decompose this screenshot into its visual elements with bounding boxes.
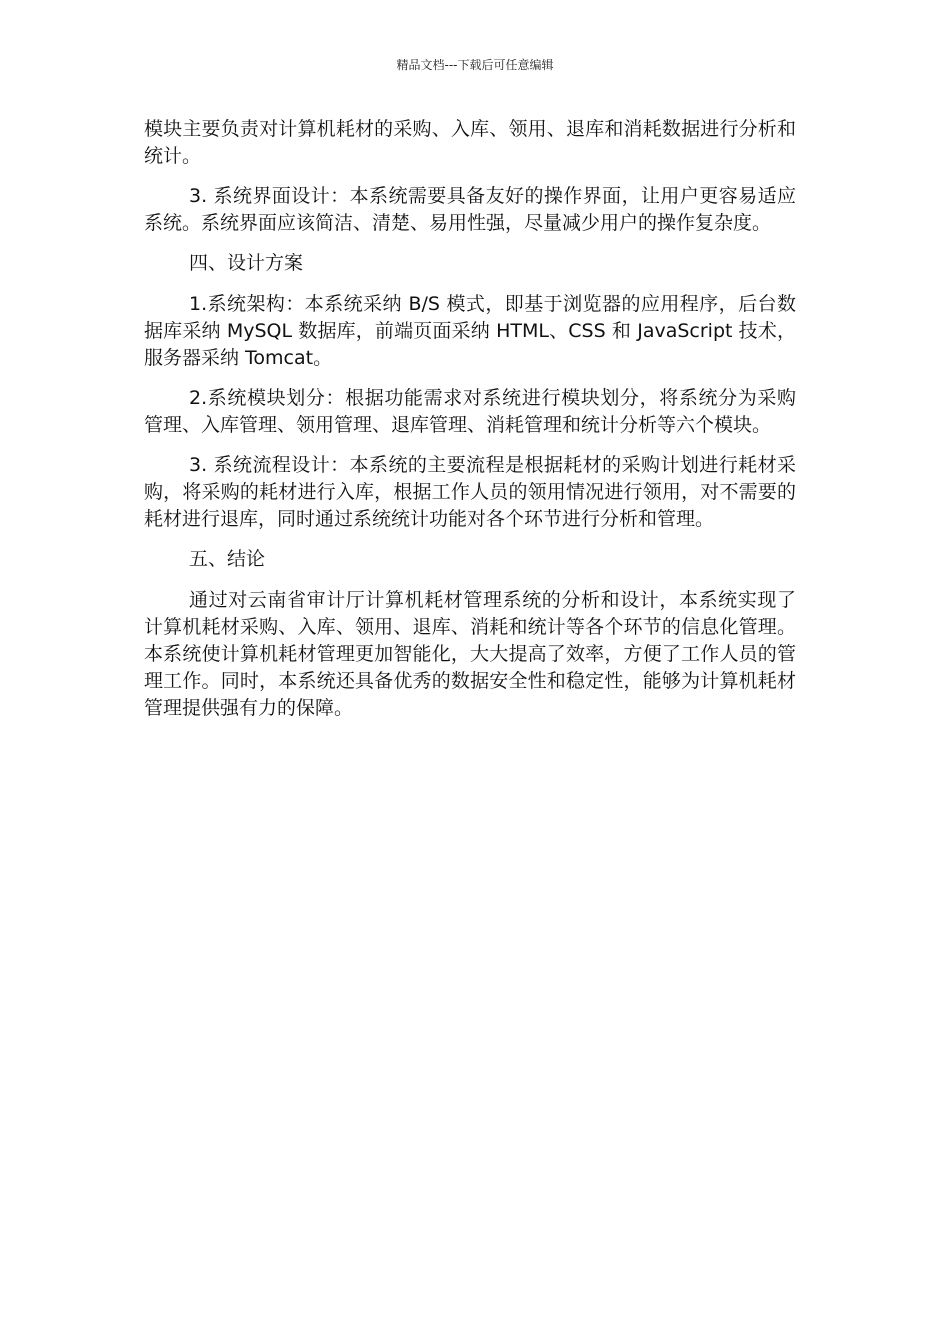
section-heading-design-plan: 四、设计方案 <box>189 252 304 274</box>
paragraph-system-architecture: 1.系统架构：本系统采纳 B/S 模式，即基于浏览器的应用程序，后台数据库采纳 MySQL 数据库，前端页面采纳 HTML、CSS 和 JavaScript 技术，服务器采纳 Tomcat。 <box>144 293 796 369</box>
paragraph-conclusion: 通过对云南省审计厅计算机耗材管理系统的分析和设计，本系统实现了计算机耗材采购、入库、领用、退库、消耗和统计等各个环节的信息化管理。本系统使计算机耗材管理更加智能化，大大提高了效率，方便了工作人员的管理工作。同时，本系统还具备优秀的数据安全性和稳定性，能够为计算机耗材管理提供强有力的保障。 <box>144 589 796 719</box>
page-header: 精品文档---下载后可任意编辑 <box>396 58 554 72</box>
paragraph-ui-design: 3. 系统界面设计：本系统需要具备友好的操作界面，让用户更容易适应系统。系统界面应该简洁、清楚、易用性强，尽量减少用户的操作复杂度。 <box>144 185 796 234</box>
section-heading-conclusion: 五、结论 <box>189 548 266 570</box>
document-body <box>144 116 796 735</box>
paragraph-module-summary: 模块主要负责对计算机耗材的采购、入库、领用、退库和消耗数据进行分析和统计。 <box>144 118 796 167</box>
paragraph-process-design: 3. 系统流程设计：本系统的主要流程是根据耗材的采购计划进行耗材采购，将采购的耗材进行入库，根据工作人员的领用情况进行领用，对不需要的耗材进行退库，同时通过系统统计功能对各个环节进行分析和管理。 <box>144 454 796 530</box>
paragraph-module-division: 2.系统模块划分：根据功能需求对系统进行模块划分，将系统分为采购管理、入库管理、领用管理、退库管理、消耗管理和统计分析等六个模块。 <box>144 387 796 436</box>
